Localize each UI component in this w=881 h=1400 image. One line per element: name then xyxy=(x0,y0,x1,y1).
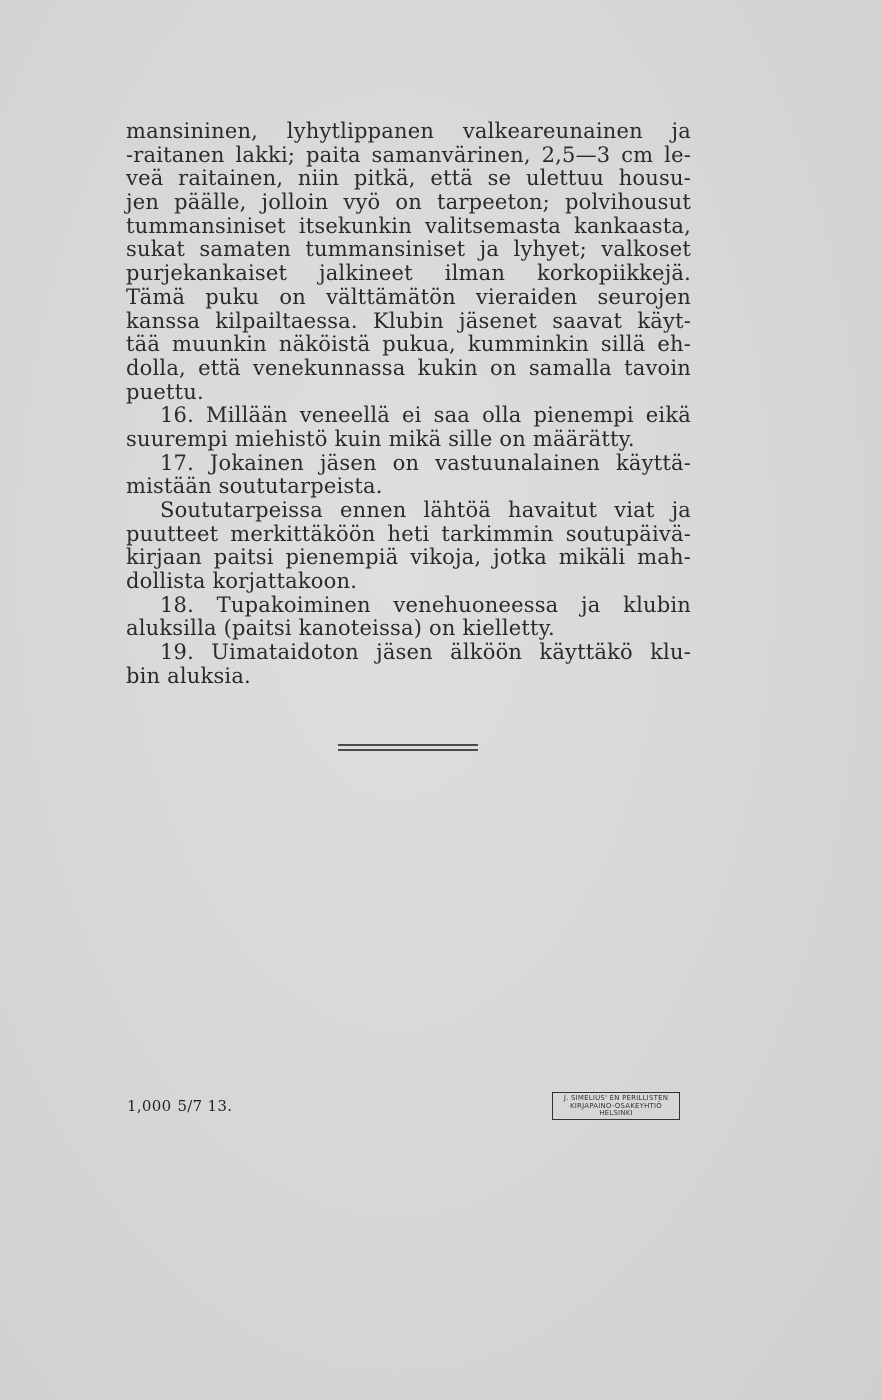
body-text xyxy=(126,120,691,689)
text-line: suurempi miehistö kuin mikä sille on määrätty. xyxy=(126,426,635,451)
text-line: 19. Uimataidoton jäsen älköön käyttäkö klu- xyxy=(160,640,691,665)
text-line: Soututarpeissa ennen lähtöä havaitut viat ja xyxy=(160,498,691,522)
text-line: dollista korjattakoon. xyxy=(126,569,358,594)
text-line: mansininen, lyhytlippanen valkeareunainen ja xyxy=(126,119,691,143)
section-divider xyxy=(338,744,478,751)
text-line: tää muunkin näköistä pukua, kumminkin sillä eh- xyxy=(126,332,691,357)
text-line: sukat samaten tummansiniset ja lyhyet; valkoset xyxy=(126,237,691,262)
text-line: tummansiniset itsekunkin valitsemasta kankaasta, xyxy=(126,213,691,238)
printer-stamp xyxy=(552,1092,680,1120)
text-line: veä raitainen, niin pitkä, että se ulettuu housu- xyxy=(126,166,691,191)
text-line: bin aluksia. xyxy=(126,663,251,688)
text-line: kirjaan paitsi pienempiä vikoja, jotka mikäli mah- xyxy=(126,545,691,570)
text-line: jen päälle, jolloin vyö on tarpeeton; polvihousut xyxy=(126,190,691,215)
text-line: aluksilla (paitsi kanoteissa) on kielletty. xyxy=(126,616,555,641)
text-line: puettu. xyxy=(126,379,204,404)
text-line: -raitanen lakki; paita samanvärinen, 2,5—3 cm le- xyxy=(126,142,691,167)
divider-rule-bottom xyxy=(338,749,478,751)
text-line: mistään soututarpeista. xyxy=(126,474,383,499)
text-line: purjekankaiset jalkineet ilman korkopiikkejä. xyxy=(126,261,691,286)
text-line: dolla, että venekunnassa kukin on samalla tavoin xyxy=(126,355,691,380)
divider-rule-top xyxy=(338,744,478,746)
printer-stamp-line: HELSINKI xyxy=(599,1109,633,1117)
text-line: kanssa kilpailtaessa. Klubin jäsenet saavat käyt- xyxy=(126,308,691,333)
print-info xyxy=(127,1097,232,1115)
text-line: 16. Millään veneellä ei saa olla pienempi eikä xyxy=(160,403,691,428)
text-line: 17. Jokainen jäsen on vastuunalainen käyttä- xyxy=(160,450,691,475)
print-run: 1,000 xyxy=(127,1097,172,1115)
text-line: Tämä puku on välttämätön vieraiden seurojen xyxy=(126,284,691,309)
print-date: 5/7 13. xyxy=(177,1097,233,1115)
text-line: puutteet merkittäköön heti tarkimmin soutupäivä- xyxy=(126,521,691,546)
printer-stamp-line: KIRJAPAINO-OSAKEYHTIÖ xyxy=(569,1101,662,1110)
text-line: 18. Tupakoiminen venehuoneessa ja klubin xyxy=(160,592,691,617)
printer-stamp-line: J. SIMELIUS' EN PERILLISTEN xyxy=(563,1094,669,1102)
